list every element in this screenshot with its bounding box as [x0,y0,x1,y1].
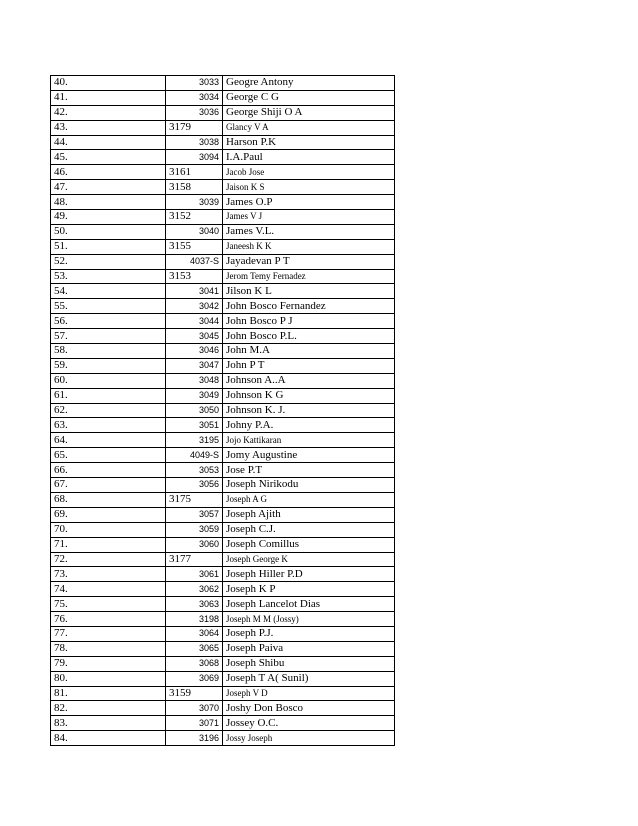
serial-number-cell: 63. [51,418,166,433]
table-row [51,731,395,746]
serial-number-cell: 50. [51,224,166,239]
member-name-cell: Janeesh K K [223,239,395,254]
serial-number-cell: 68. [51,492,166,507]
member-table-body [51,76,395,746]
member-name-cell: Joseph Shibu [223,656,395,671]
member-name-cell: Johny P.A. [223,418,395,433]
member-name-cell: Joshy Don Bosco [223,701,395,716]
member-table [50,75,395,746]
member-code-cell: 3044 [166,314,223,329]
serial-number-cell: 56. [51,314,166,329]
table-row [51,120,395,135]
member-code-cell: 3053 [166,463,223,478]
table-row [51,195,395,210]
table-row [51,314,395,329]
serial-number-cell: 45. [51,150,166,165]
serial-number-cell: 40. [51,76,166,91]
member-code-cell: 3070 [166,701,223,716]
member-code-cell: 3155 [166,239,223,254]
serial-number-cell: 47. [51,180,166,195]
member-name-cell: John P T [223,358,395,373]
member-name-cell: Joseph Comillus [223,537,395,552]
table-row [51,612,395,627]
serial-number-cell: 61. [51,388,166,403]
member-name-cell: James V.L. [223,224,395,239]
serial-number-cell: 58. [51,344,166,359]
table-row [51,671,395,686]
member-name-cell: John Bosco P J [223,314,395,329]
member-name-cell: Joseph T A( Sunil) [223,671,395,686]
member-name-cell: Joseph Ajith [223,507,395,522]
member-code-cell: 3051 [166,418,223,433]
table-row [51,373,395,388]
member-code-cell: 4049-S [166,448,223,463]
member-name-cell: Joseph A G [223,492,395,507]
table-row [51,701,395,716]
table-row [51,507,395,522]
member-code-cell: 3068 [166,656,223,671]
member-code-cell: 3063 [166,597,223,612]
table-row [51,254,395,269]
member-code-cell: 3159 [166,686,223,701]
member-name-cell: Johnson K G [223,388,395,403]
serial-number-cell: 71. [51,537,166,552]
table-row [51,299,395,314]
serial-number-cell: 73. [51,567,166,582]
member-name-cell: John Bosco Fernandez [223,299,395,314]
serial-number-cell: 57. [51,329,166,344]
member-code-cell: 3048 [166,373,223,388]
member-name-cell: Johnson K. J. [223,403,395,418]
serial-number-cell: 59. [51,358,166,373]
member-name-cell: Jojo Kattikaran [223,433,395,448]
serial-number-cell: 64. [51,433,166,448]
table-row [51,90,395,105]
member-code-cell: 3045 [166,329,223,344]
table-row [51,716,395,731]
table-row [51,448,395,463]
member-code-cell: 3057 [166,507,223,522]
table-row [51,567,395,582]
member-name-cell: Jossey O.C. [223,716,395,731]
serial-number-cell: 48. [51,195,166,210]
member-name-cell: Joseph V D [223,686,395,701]
member-name-cell: Jomy Augustine [223,448,395,463]
member-name-cell: Jerom Temy Fernadez [223,269,395,284]
serial-number-cell: 67. [51,478,166,493]
member-code-cell: 3177 [166,552,223,567]
member-code-cell: 3175 [166,492,223,507]
member-code-cell: 3041 [166,284,223,299]
member-code-cell: 3161 [166,165,223,180]
table-row [51,641,395,656]
serial-number-cell: 42. [51,105,166,120]
table-row [51,329,395,344]
member-name-cell: John M.A [223,344,395,359]
member-code-cell: 3056 [166,478,223,493]
serial-number-cell: 53. [51,269,166,284]
table-row [51,582,395,597]
serial-number-cell: 55. [51,299,166,314]
serial-number-cell: 52. [51,254,166,269]
table-row [51,180,395,195]
member-code-cell: 3049 [166,388,223,403]
member-name-cell: Joseph C.J. [223,522,395,537]
member-name-cell: Jossy Joseph [223,731,395,746]
member-code-cell: 3071 [166,716,223,731]
serial-number-cell: 69. [51,507,166,522]
serial-number-cell: 72. [51,552,166,567]
member-name-cell: Joseph Nirikodu [223,478,395,493]
table-row [51,150,395,165]
member-code-cell: 3069 [166,671,223,686]
member-code-cell: 3047 [166,358,223,373]
serial-number-cell: 51. [51,239,166,254]
member-name-cell: George C G [223,90,395,105]
table-row [51,105,395,120]
serial-number-cell: 83. [51,716,166,731]
member-name-cell: Joseph Paiva [223,641,395,656]
serial-number-cell: 43. [51,120,166,135]
serial-number-cell: 76. [51,612,166,627]
member-code-cell: 3046 [166,344,223,359]
serial-number-cell: 65. [51,448,166,463]
member-code-cell: 3153 [166,269,223,284]
table-row [51,656,395,671]
serial-number-cell: 41. [51,90,166,105]
member-name-cell: Jacob Jose [223,165,395,180]
member-code-cell: 3059 [166,522,223,537]
member-code-cell: 3036 [166,105,223,120]
table-row [51,522,395,537]
table-row [51,224,395,239]
member-code-cell: 3064 [166,626,223,641]
member-code-cell: 3050 [166,403,223,418]
table-row [51,358,395,373]
serial-number-cell: 84. [51,731,166,746]
member-code-cell: 3042 [166,299,223,314]
member-name-cell: Jayadevan P T [223,254,395,269]
member-code-cell: 3195 [166,433,223,448]
member-code-cell: 3039 [166,195,223,210]
member-name-cell: Geogre Antony [223,76,395,91]
member-code-cell: 3179 [166,120,223,135]
table-row [51,686,395,701]
member-name-cell: Joseph Hiller P.D [223,567,395,582]
member-code-cell: 3152 [166,210,223,225]
member-name-cell: Joseph Lancelot Dias [223,597,395,612]
serial-number-cell: 80. [51,671,166,686]
serial-number-cell: 66. [51,463,166,478]
member-name-cell: John Bosco P.L. [223,329,395,344]
table-row [51,210,395,225]
member-code-cell: 3033 [166,76,223,91]
serial-number-cell: 70. [51,522,166,537]
serial-number-cell: 46. [51,165,166,180]
member-code-cell: 3060 [166,537,223,552]
table-row [51,344,395,359]
member-name-cell: Joseph K P [223,582,395,597]
table-row [51,388,395,403]
table-row [51,597,395,612]
member-code-cell: 3158 [166,180,223,195]
member-name-cell: James O.P [223,195,395,210]
member-code-cell: 3040 [166,224,223,239]
member-name-cell: Joseph George K [223,552,395,567]
serial-number-cell: 75. [51,597,166,612]
member-code-cell: 3061 [166,567,223,582]
member-code-cell: 3034 [166,90,223,105]
serial-number-cell: 82. [51,701,166,716]
member-name-cell: James V J [223,210,395,225]
serial-number-cell: 60. [51,373,166,388]
serial-number-cell: 49. [51,210,166,225]
member-code-cell: 3065 [166,641,223,656]
table-row [51,492,395,507]
table-row [51,135,395,150]
table-row [51,165,395,180]
member-code-cell: 3038 [166,135,223,150]
table-row [51,478,395,493]
member-code-cell: 3062 [166,582,223,597]
table-row [51,433,395,448]
member-name-cell: George Shiji O A [223,105,395,120]
serial-number-cell: 54. [51,284,166,299]
serial-number-cell: 79. [51,656,166,671]
member-name-cell: Jilson K L [223,284,395,299]
table-row [51,76,395,91]
serial-number-cell: 62. [51,403,166,418]
serial-number-cell: 81. [51,686,166,701]
table-row [51,269,395,284]
serial-number-cell: 78. [51,641,166,656]
table-row [51,552,395,567]
member-name-cell: Glancy V A [223,120,395,135]
member-name-cell: Jaison K S [223,180,395,195]
table-row [51,239,395,254]
member-name-cell: Johnson A..A [223,373,395,388]
member-code-cell: 4037-S [166,254,223,269]
member-name-cell: Harson P.K [223,135,395,150]
table-row [51,537,395,552]
table-row [51,418,395,433]
member-name-cell: Joseph P.J. [223,626,395,641]
serial-number-cell: 77. [51,626,166,641]
table-row [51,626,395,641]
table-row [51,463,395,478]
serial-number-cell: 74. [51,582,166,597]
table-row [51,403,395,418]
table-row [51,284,395,299]
member-name-cell: Jose P.T [223,463,395,478]
member-name-cell: I.A.Paul [223,150,395,165]
serial-number-cell: 44. [51,135,166,150]
member-name-cell: Joseph M M (Jossy) [223,612,395,627]
member-code-cell: 3196 [166,731,223,746]
member-code-cell: 3094 [166,150,223,165]
member-code-cell: 3198 [166,612,223,627]
